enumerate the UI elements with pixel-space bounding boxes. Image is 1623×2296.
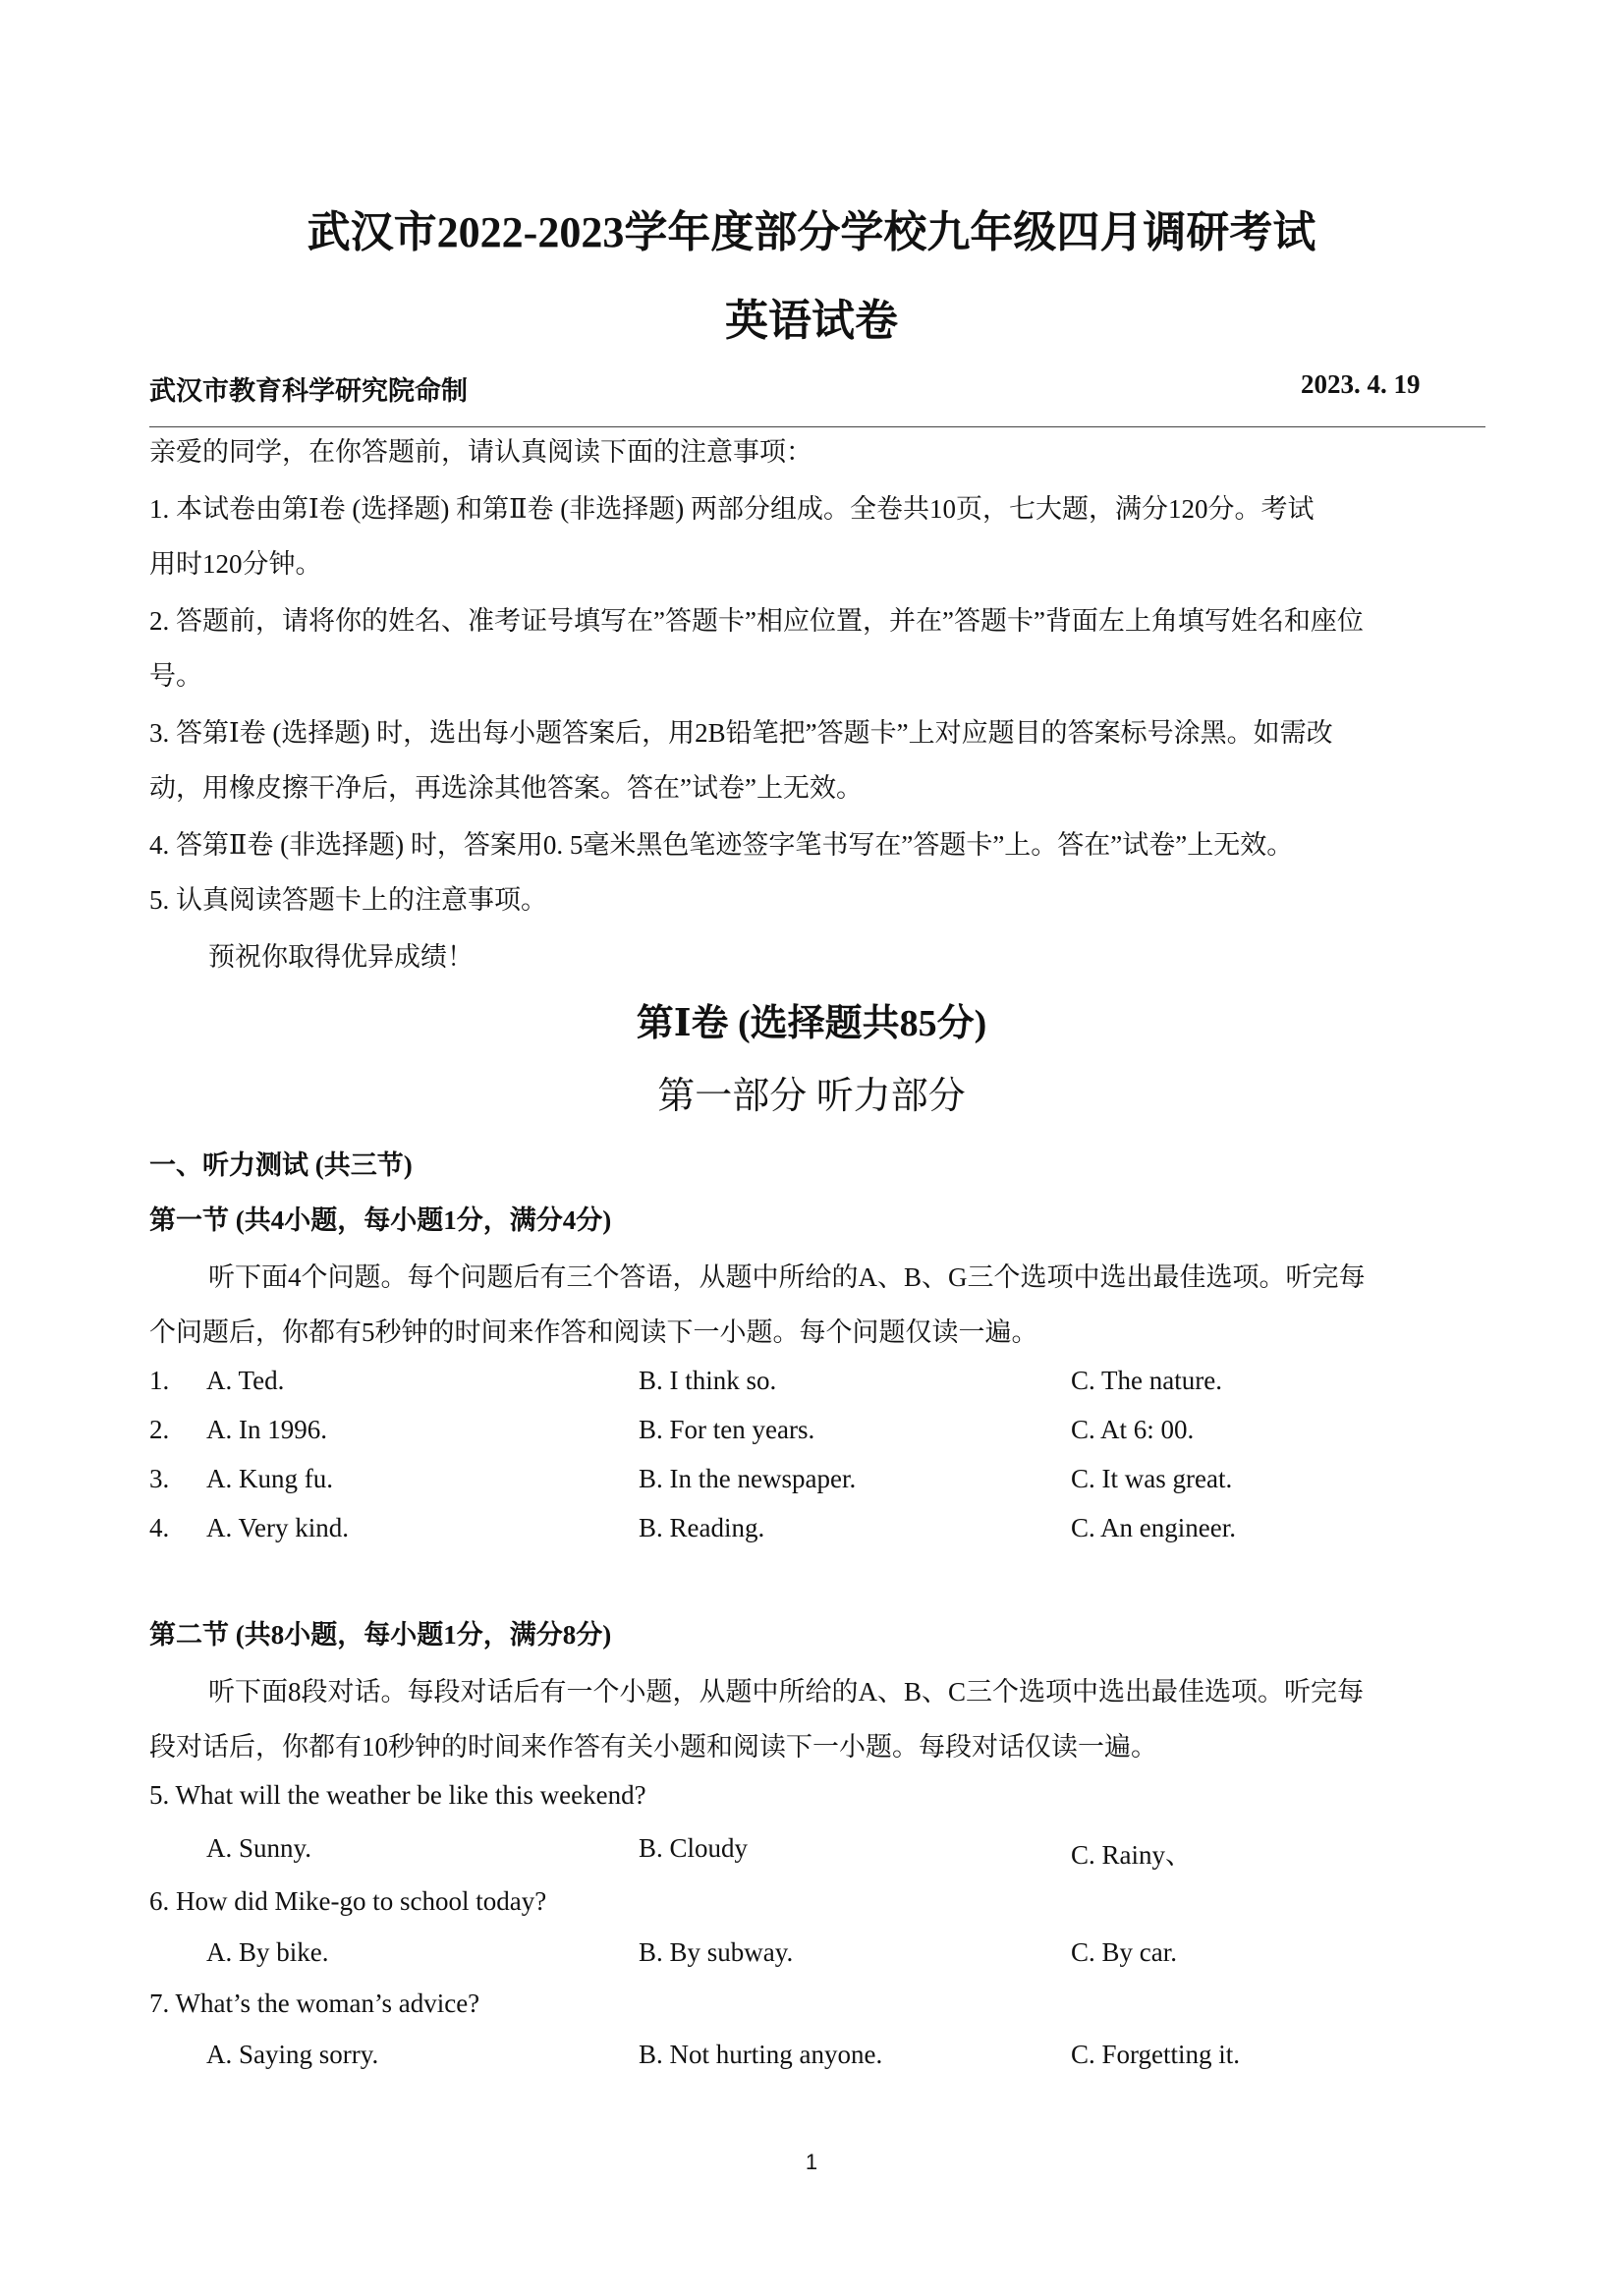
option-b: B. By subway.: [639, 1937, 794, 1967]
option-c: C. At 6: 00.: [1071, 1415, 1195, 1444]
notice-item-2-line-2: 号。: [149, 661, 202, 691]
option-b: B. For ten years.: [639, 1415, 815, 1444]
notice-item-5: 5. 认真阅读答题卡上的注意事项。: [149, 885, 547, 915]
question-number: 3.: [149, 1464, 170, 1493]
option-c: C. It was great.: [1071, 1464, 1233, 1493]
option-a: A. In 1996.: [206, 1415, 327, 1444]
exam-title: 武汉市2022-2023学年度部分学校九年级四月调研考试: [307, 208, 1316, 256]
option-b: B. Reading.: [639, 1513, 765, 1542]
section1-instruction-line-1: 听下面4个问题。每个问题后有三个答语，从题中所给的A、B、G三个选项中选出最佳选项。听完每: [208, 1262, 1366, 1292]
option-a: A. Sunny.: [206, 1833, 312, 1863]
option-c: C. Rainy、: [1071, 1840, 1193, 1870]
option-a: A. Ted.: [206, 1366, 285, 1395]
option-b: B. Cloudy: [639, 1833, 749, 1863]
option-a: A. By bike.: [206, 1937, 329, 1967]
section1-heading: 第一节 (共4小题，每小题1分，满分4分): [149, 1205, 612, 1235]
part-title: 第一部分 听力部分: [657, 1076, 966, 1117]
option-c: C. Forgetting it.: [1071, 2040, 1241, 2069]
question-7-stem: 7. What’s the woman’s advice?: [149, 1988, 480, 2018]
exam-maker: 武汉市教育科学研究院命制: [149, 376, 468, 406]
notice-intro: 亲爱的同学，在你答题前，请认真阅读下面的注意事项：: [149, 437, 812, 467]
option-b: B. In the newspaper.: [639, 1464, 857, 1493]
section1-instruction-line-2: 个问题后，你都有5秒钟的时间来作答和阅读下一小题。每个问题仅读一遍。: [149, 1317, 1038, 1347]
exam-subtitle: 英语试卷: [725, 297, 898, 345]
option-c: C. An engineer.: [1071, 1513, 1236, 1542]
listening-heading: 一、听力测试 (共三节): [149, 1150, 413, 1180]
notice-item-1-line-1: 1. 本试卷由第Ⅰ卷 (选择题) 和第Ⅱ卷 (非选择题) 两部分组成。全卷共10页，七大题，满分120分。考试: [149, 494, 1315, 524]
question-number: 1.: [149, 1366, 170, 1395]
option-a: A. Kung fu.: [206, 1464, 333, 1493]
question-5-stem: 5. What will the weather be like this weekend?: [149, 1780, 646, 1810]
notice-item-2-line-1: 2. 答题前，请将你的姓名、准考证号填写在”答题卡”相应位置，并在”答题卡”背面左上角填写姓名和座位: [149, 606, 1364, 636]
page-number: 1: [805, 2150, 818, 2174]
option-b: B. I think so.: [639, 1366, 777, 1395]
question-number: 2.: [149, 1415, 170, 1444]
option-c: C. The nature.: [1071, 1366, 1222, 1395]
option-a: A. Very kind.: [206, 1513, 349, 1542]
question-number: 4.: [149, 1513, 170, 1542]
question-6-stem: 6. How did Mike-go to school today?: [149, 1886, 547, 1916]
notice-item-3-line-1: 3. 答第Ⅰ卷 (选择题) 时，选出每小题答案后，用2B铅笔把”答题卡”上对应题目的答案标号涂黑。如需改: [149, 718, 1333, 748]
notice-wish: 预祝你取得优异成绩！: [208, 942, 474, 972]
notice-item-3-line-2: 动，用橡皮擦干净后，再选涂其他答案。答在”试卷”上无效。: [149, 773, 863, 803]
option-a: A. Saying sorry.: [206, 2040, 379, 2069]
section2-heading: 第二节 (共8小题，每小题1分，满分8分): [149, 1620, 612, 1650]
notice-item-4: 4. 答第Ⅱ卷 (非选择题) 时，答案用0. 5毫米黑色笔迹签字笔书写在”答题卡”上。答在”试卷”上无效。: [149, 830, 1294, 860]
notice-item-1-line-2: 用时120分钟。: [149, 549, 322, 579]
exam-date: 2023. 4. 19: [1301, 369, 1421, 399]
section2-instruction-line-1: 听下面8段对话。每段对话后有一个小题，从题中所给的A、B、C三个选项中选出最佳选项。听完每: [208, 1677, 1365, 1707]
section2-instruction-line-2: 段对话后，你都有10秒钟的时间来作答有关小题和阅读下一小题。每段对话仅读一遍。: [149, 1732, 1157, 1762]
volume-title: 第Ⅰ卷 (选择题共85分): [636, 1003, 987, 1044]
option-b: B. Not hurting anyone.: [639, 2040, 883, 2069]
header-divider: [149, 426, 1485, 427]
option-c: C. By car.: [1071, 1937, 1177, 1967]
